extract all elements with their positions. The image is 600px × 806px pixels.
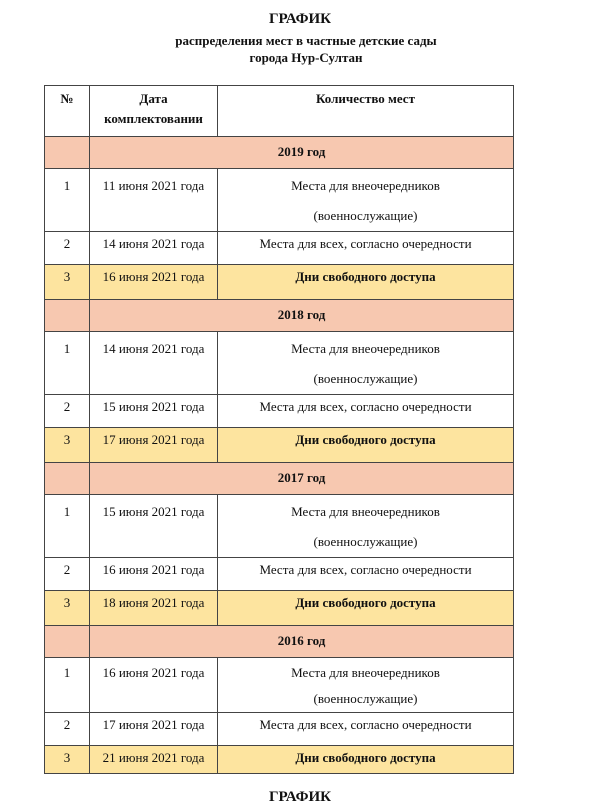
year-group <box>45 137 514 300</box>
year-label: 2016 год <box>90 626 514 658</box>
year-row <box>45 626 514 658</box>
row-num: 1 <box>45 495 90 558</box>
row-qty <box>218 658 514 713</box>
table-row <box>45 658 514 713</box>
row-date: 14 июня 2021 года <box>90 332 218 395</box>
row-date: 16 июня 2021 года <box>90 558 218 591</box>
next-page-title: ГРАФИК <box>268 789 332 805</box>
row-qty <box>218 332 514 395</box>
row-num: 3 <box>45 746 90 774</box>
row-qty-line1: Места для внеочередников <box>291 504 440 519</box>
row-date: 11 июня 2021 года <box>90 169 218 232</box>
row-num: 3 <box>45 265 90 300</box>
row-qty: Места для всех, согласно очередности <box>218 395 514 428</box>
schedule-table <box>44 85 514 774</box>
table-row <box>45 332 514 395</box>
table-row <box>45 591 514 626</box>
year-label: 2017 год <box>90 463 514 495</box>
row-qty: Дни свободного доступа <box>218 746 514 774</box>
row-qty-line2: (военнослужащие) <box>313 208 418 223</box>
row-qty: Места для всех, согласно очередности <box>218 232 514 265</box>
row-qty-line2: (военнослужащие) <box>313 691 418 706</box>
year-row <box>45 463 514 495</box>
row-qty: Дни свободного доступа <box>218 591 514 626</box>
row-num: 2 <box>45 232 90 265</box>
document-subtitle-line2: города Нур-Султан <box>249 50 363 65</box>
header-qty: Количество мест <box>218 86 514 137</box>
table-row <box>45 746 514 774</box>
row-num: 2 <box>45 558 90 591</box>
row-date: 15 июня 2021 года <box>90 495 218 558</box>
document-title: ГРАФИК <box>268 11 332 27</box>
row-num: 1 <box>45 169 90 232</box>
row-date: 16 июня 2021 года <box>90 658 218 713</box>
year-row <box>45 137 514 169</box>
row-qty: Места для всех, согласно очередности <box>218 558 514 591</box>
header-date: Дата комплектовании <box>90 86 218 137</box>
row-date: 16 июня 2021 года <box>90 265 218 300</box>
row-date: 15 июня 2021 года <box>90 395 218 428</box>
row-num: 1 <box>45 332 90 395</box>
row-date: 18 июня 2021 года <box>90 591 218 626</box>
table-row <box>45 232 514 265</box>
year-group <box>45 300 514 463</box>
year-label: 2019 год <box>90 137 514 169</box>
row-num: 2 <box>45 395 90 428</box>
table-row <box>45 713 514 746</box>
row-date: 17 июня 2021 года <box>90 713 218 746</box>
row-num: 3 <box>45 428 90 463</box>
row-qty <box>218 495 514 558</box>
table-row <box>45 265 514 300</box>
table-row <box>45 558 514 591</box>
year-group <box>45 626 514 774</box>
year-group <box>45 463 514 626</box>
document-subtitle-line1: распределения мест в частные детские сады <box>175 33 437 48</box>
row-qty-line2: (военнослужащие) <box>313 534 418 549</box>
row-date: 14 июня 2021 года <box>90 232 218 265</box>
row-qty: Дни свободного доступа <box>218 428 514 463</box>
row-num: 2 <box>45 713 90 746</box>
row-num: 1 <box>45 658 90 713</box>
row-qty <box>218 169 514 232</box>
row-qty-line1: Места для внеочередников <box>291 341 440 356</box>
year-label: 2018 год <box>90 300 514 332</box>
row-qty: Дни свободного доступа <box>218 265 514 300</box>
row-num: 3 <box>45 591 90 626</box>
table-row <box>45 428 514 463</box>
row-date: 21 июня 2021 года <box>90 746 218 774</box>
row-date: 17 июня 2021 года <box>90 428 218 463</box>
row-qty: Места для всех, согласно очередности <box>218 713 514 746</box>
row-qty-line2: (военнослужащие) <box>313 371 418 386</box>
row-qty-line1: Места для внеочередников <box>291 178 440 193</box>
table-row <box>45 395 514 428</box>
year-row <box>45 300 514 332</box>
table-row <box>45 495 514 558</box>
table-header-row <box>45 86 514 137</box>
row-qty-line1: Места для внеочередников <box>291 665 440 680</box>
table-row <box>45 169 514 232</box>
header-num: № <box>45 86 90 137</box>
